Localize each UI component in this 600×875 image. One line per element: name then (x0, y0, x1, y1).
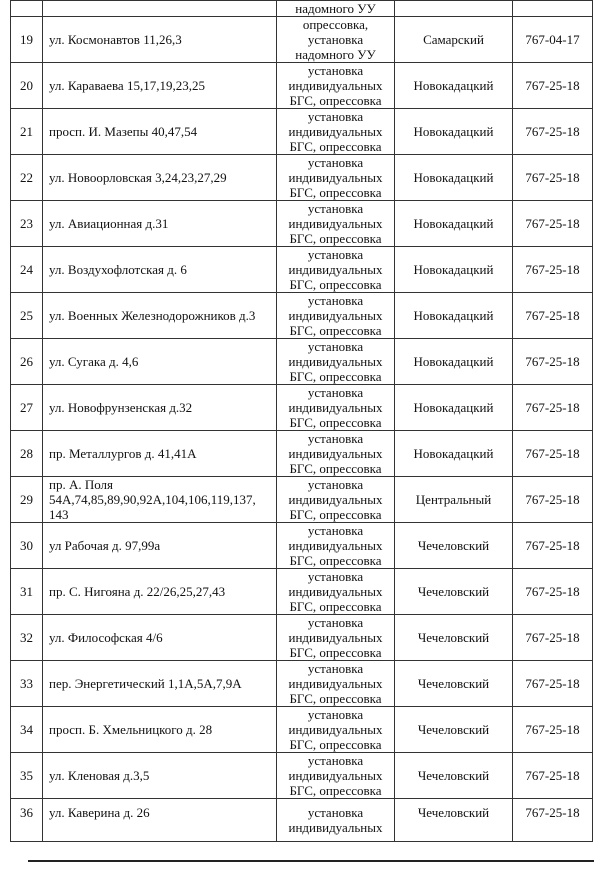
district-cell (395, 1, 513, 17)
address-cell: ул. Военных Железнодорожников д.3 (43, 293, 277, 339)
district-cell: Новокадацкий (395, 201, 513, 247)
phone-cell: 767-25-18 (513, 339, 593, 385)
district-cell: Новокадацкий (395, 339, 513, 385)
document-page (10, 0, 592, 842)
table-row (11, 477, 593, 523)
table-row (11, 247, 593, 293)
table-row (11, 615, 593, 661)
work-type-cell: установка индивидуальных БГС, опрессовка (277, 523, 395, 569)
address-cell: ул. Кленовая д.3,5 (43, 753, 277, 799)
address-cell: пр. А. Поля 54А,74,85,89,90,92А,104,106,119,137, 143 (43, 477, 277, 523)
table-row (11, 661, 593, 707)
district-cell: Новокадацкий (395, 155, 513, 201)
address-cell: ул. Космонавтов 11,26,3 (43, 17, 277, 63)
work-type-cell: установка индивидуальных БГС, опрессовка (277, 661, 395, 707)
district-cell: Самарский (395, 17, 513, 63)
table-row (11, 201, 593, 247)
address-cell: ул. Философская 4/6 (43, 615, 277, 661)
work-type-cell: установка индивидуальных БГС, опрессовка (277, 431, 395, 477)
row-number-cell: 35 (11, 753, 43, 799)
row-number-cell: 34 (11, 707, 43, 753)
work-type-cell: установка индивидуальных БГС, опрессовка (277, 707, 395, 753)
phone-cell: 767-25-18 (513, 615, 593, 661)
work-type-cell: установка индивидуальных БГС, опрессовка (277, 63, 395, 109)
address-cell: ул. Сугака д. 4,6 (43, 339, 277, 385)
row-number-cell: 26 (11, 339, 43, 385)
work-type-cell: установка индивидуальных БГС, опрессовка (277, 339, 395, 385)
work-type-cell: установка индивидуальных БГС, опрессовка (277, 109, 395, 155)
phone-cell: 767-25-18 (513, 477, 593, 523)
address-cell: ул. Новоорловская 3,24,23,27,29 (43, 155, 277, 201)
table-row (11, 385, 593, 431)
district-cell: Чечеловский (395, 615, 513, 661)
table-row (11, 753, 593, 799)
work-type-cell: установка индивидуальных БГС, опрессовка (277, 569, 395, 615)
phone-cell: 767-25-18 (513, 753, 593, 799)
address-cell: ул. Караваева 15,17,19,23,25 (43, 63, 277, 109)
phone-cell (513, 1, 593, 17)
row-number-cell: 36 (11, 799, 43, 842)
table-row (11, 17, 593, 63)
address-cell: просп. И. Мазепы 40,47,54 (43, 109, 277, 155)
table-row (11, 799, 593, 842)
address-cell: ул. Каверина д. 26 (43, 799, 277, 842)
district-cell: Новокадацкий (395, 431, 513, 477)
table-row (11, 707, 593, 753)
row-number-cell: 31 (11, 569, 43, 615)
table-row (11, 293, 593, 339)
row-number-cell: 24 (11, 247, 43, 293)
row-number-cell: 28 (11, 431, 43, 477)
table-row (11, 63, 593, 109)
district-cell: Чечеловский (395, 661, 513, 707)
address-cell: ул. Новофрунзенская д.32 (43, 385, 277, 431)
district-cell: Новокадацкий (395, 63, 513, 109)
table-row (11, 431, 593, 477)
work-type-cell: установка индивидуальных БГС, опрессовка (277, 293, 395, 339)
district-cell: Чечеловский (395, 523, 513, 569)
row-number-cell: 27 (11, 385, 43, 431)
table-row (11, 339, 593, 385)
address-cell: пр. Металлургов д. 41,41А (43, 431, 277, 477)
work-type-cell: установка индивидуальных БГС, опрессовка (277, 615, 395, 661)
district-cell: Чечеловский (395, 569, 513, 615)
district-cell: Новокадацкий (395, 385, 513, 431)
work-type-cell: установка индивидуальных БГС, опрессовка (277, 753, 395, 799)
address-cell: ул Рабочая д. 97,99а (43, 523, 277, 569)
phone-cell: 767-25-18 (513, 63, 593, 109)
district-cell: Чечеловский (395, 707, 513, 753)
phone-cell: 767-25-18 (513, 799, 593, 842)
phone-cell: 767-25-18 (513, 431, 593, 477)
work-type-cell: установка индивидуальных БГС, опрессовка (277, 247, 395, 293)
phone-cell: 767-25-18 (513, 569, 593, 615)
row-number-cell: 22 (11, 155, 43, 201)
phone-cell: 767-25-18 (513, 707, 593, 753)
phone-cell: 767-25-18 (513, 523, 593, 569)
row-number-cell: 21 (11, 109, 43, 155)
district-cell: Чечеловский (395, 799, 513, 842)
address-cell: ул. Авиационная д.31 (43, 201, 277, 247)
bottom-rule (28, 860, 594, 862)
phone-cell: 767-25-18 (513, 109, 593, 155)
row-number-cell: 25 (11, 293, 43, 339)
table-row (11, 109, 593, 155)
table-row (11, 523, 593, 569)
address-cell: просп. Б. Хмельницкого д. 28 (43, 707, 277, 753)
row-number-cell: 20 (11, 63, 43, 109)
table-row-continued (11, 1, 593, 17)
district-cell: Новокадацкий (395, 293, 513, 339)
works-table (10, 0, 593, 842)
table-row (11, 569, 593, 615)
work-type-cell: опрессовка, установка надомного УУ (277, 17, 395, 63)
district-cell: Новокадацкий (395, 247, 513, 293)
phone-cell: 767-25-18 (513, 247, 593, 293)
district-cell: Новокадацкий (395, 109, 513, 155)
phone-cell: 767-25-18 (513, 385, 593, 431)
work-type-cell: установка индивидуальных (277, 799, 395, 842)
work-type-cell: установка индивидуальных БГС, опрессовка (277, 385, 395, 431)
district-cell: Чечеловский (395, 753, 513, 799)
phone-cell: 767-25-18 (513, 155, 593, 201)
address-cell (43, 1, 277, 17)
phone-cell: 767-25-18 (513, 293, 593, 339)
work-type-cell: установка индивидуальных БГС, опрессовка (277, 155, 395, 201)
row-number-cell: 23 (11, 201, 43, 247)
district-cell: Центральный (395, 477, 513, 523)
phone-cell: 767-25-18 (513, 201, 593, 247)
address-cell: ул. Воздухофлотская д. 6 (43, 247, 277, 293)
work-type-cell: установка индивидуальных БГС, опрессовка (277, 201, 395, 247)
phone-cell: 767-04-17 (513, 17, 593, 63)
work-type-cell: надомного УУ (277, 1, 395, 17)
row-number-cell (11, 1, 43, 17)
phone-cell: 767-25-18 (513, 661, 593, 707)
work-type-cell: установка индивидуальных БГС, опрессовка (277, 477, 395, 523)
row-number-cell: 32 (11, 615, 43, 661)
row-number-cell: 29 (11, 477, 43, 523)
address-cell: пер. Энергетический 1,1А,5А,7,9А (43, 661, 277, 707)
table-row (11, 155, 593, 201)
table-body (11, 1, 593, 842)
row-number-cell: 19 (11, 17, 43, 63)
row-number-cell: 33 (11, 661, 43, 707)
address-cell: пр. С. Нигояна д. 22/26,25,27,43 (43, 569, 277, 615)
row-number-cell: 30 (11, 523, 43, 569)
